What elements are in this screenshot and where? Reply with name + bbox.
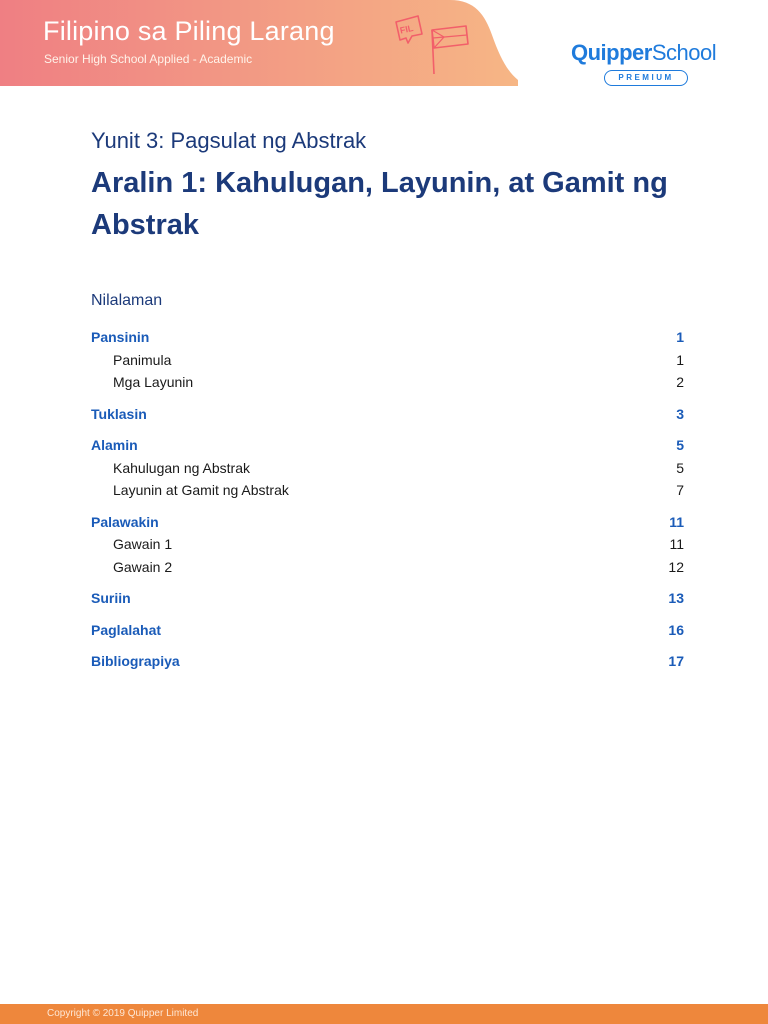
toc-entry-alamin[interactable]	[91, 434, 684, 457]
toc-subentry-page: 12	[668, 558, 684, 575]
toc-subentry-page: 7	[676, 482, 684, 498]
toc-subentry-gawain-1[interactable]	[91, 533, 684, 556]
flag-speech-icon	[390, 10, 470, 76]
toc-entry-label: Pansinin	[91, 329, 150, 345]
toc-entry-label: Palawakin	[91, 513, 159, 530]
logo-quipper-text: Quipper	[571, 40, 652, 65]
toc-entry-page: 16	[668, 621, 684, 638]
toc-entry-bibliograpiya[interactable]	[91, 650, 684, 673]
toc-subentry-label: Kahulugan ng Abstrak	[113, 459, 250, 476]
toc-subentry-layunin-at-gamit[interactable]	[91, 479, 684, 502]
quipper-school-logo	[571, 40, 723, 86]
toc-subentry-panimula[interactable]	[91, 349, 684, 372]
toc-entry-page: 5	[676, 437, 684, 453]
toc-subentry-label: Gawain 2	[113, 558, 173, 575]
toc-section-paglalahat	[91, 619, 684, 642]
footer-bar	[0, 1004, 768, 1024]
table-of-contents	[91, 326, 684, 682]
toc-entry-palawakin[interactable]	[91, 511, 684, 534]
toc-entry-suriin[interactable]	[91, 587, 684, 610]
toc-entry-page: 11	[669, 513, 684, 530]
logo-wordmark	[571, 40, 723, 66]
toc-entry-label: Alamin	[91, 437, 138, 453]
toc-subentry-label: Panimula	[113, 351, 172, 368]
toc-entry-page: 17	[668, 653, 684, 669]
toc-section-suriin	[91, 587, 684, 610]
unit-title: Yunit 3: Pagsulat ng Abstrak	[91, 128, 367, 153]
toc-subentry-kahulugan[interactable]	[91, 457, 684, 480]
toc-subentry-label: Gawain 1	[113, 536, 173, 552]
toc-section-bibliograpiya	[91, 650, 684, 673]
course-title: Filipino sa Piling Larang	[43, 16, 335, 46]
toc-section-pansinin	[91, 326, 684, 394]
toc-entry-label: Bibliograpiya	[91, 653, 180, 669]
toc-entry-page: 13	[668, 590, 684, 606]
logo-school-text: School	[651, 40, 717, 65]
toc-entry-pansinin[interactable]	[91, 326, 684, 349]
toc-subentry-label: Layunin at Gamit ng Abstrak	[113, 482, 289, 498]
toc-entry-label: Suriin	[91, 590, 131, 606]
toc-subentry-page: 11	[669, 536, 684, 552]
toc-section-tuklasin	[91, 403, 684, 426]
toc-subentry-gawain-2[interactable]	[91, 556, 684, 579]
toc-entry-page: 1	[676, 329, 684, 345]
toc-subentry-page: 5	[676, 459, 684, 476]
toc-section-alamin	[91, 434, 684, 502]
toc-heading: Nilalaman	[91, 292, 163, 309]
toc-entry-page: 3	[676, 405, 684, 422]
logo-premium-badge: PREMIUM	[604, 70, 688, 86]
toc-section-palawakin	[91, 511, 684, 579]
toc-subentry-page: 1	[676, 351, 684, 368]
toc-subentry-page: 2	[676, 374, 684, 390]
copyright-text: Copyright © 2019 Quipper Limited	[47, 1008, 199, 1019]
lesson-title: Aralin 1: Kahulugan, Layunin, at Gamit ng Abstrak	[91, 167, 668, 241]
toc-subentry-label: Mga Layunin	[113, 374, 194, 390]
toc-entry-label: Tuklasin	[91, 405, 147, 422]
toc-subentry-mga-layunin[interactable]	[91, 371, 684, 394]
toc-entry-label: Paglalahat	[91, 621, 162, 638]
toc-entry-paglalahat[interactable]	[91, 619, 684, 642]
fil-badge-label: FIL	[398, 22, 415, 36]
toc-entry-tuklasin[interactable]	[91, 403, 684, 426]
course-subtitle: Senior High School Applied - Academic	[44, 52, 253, 66]
